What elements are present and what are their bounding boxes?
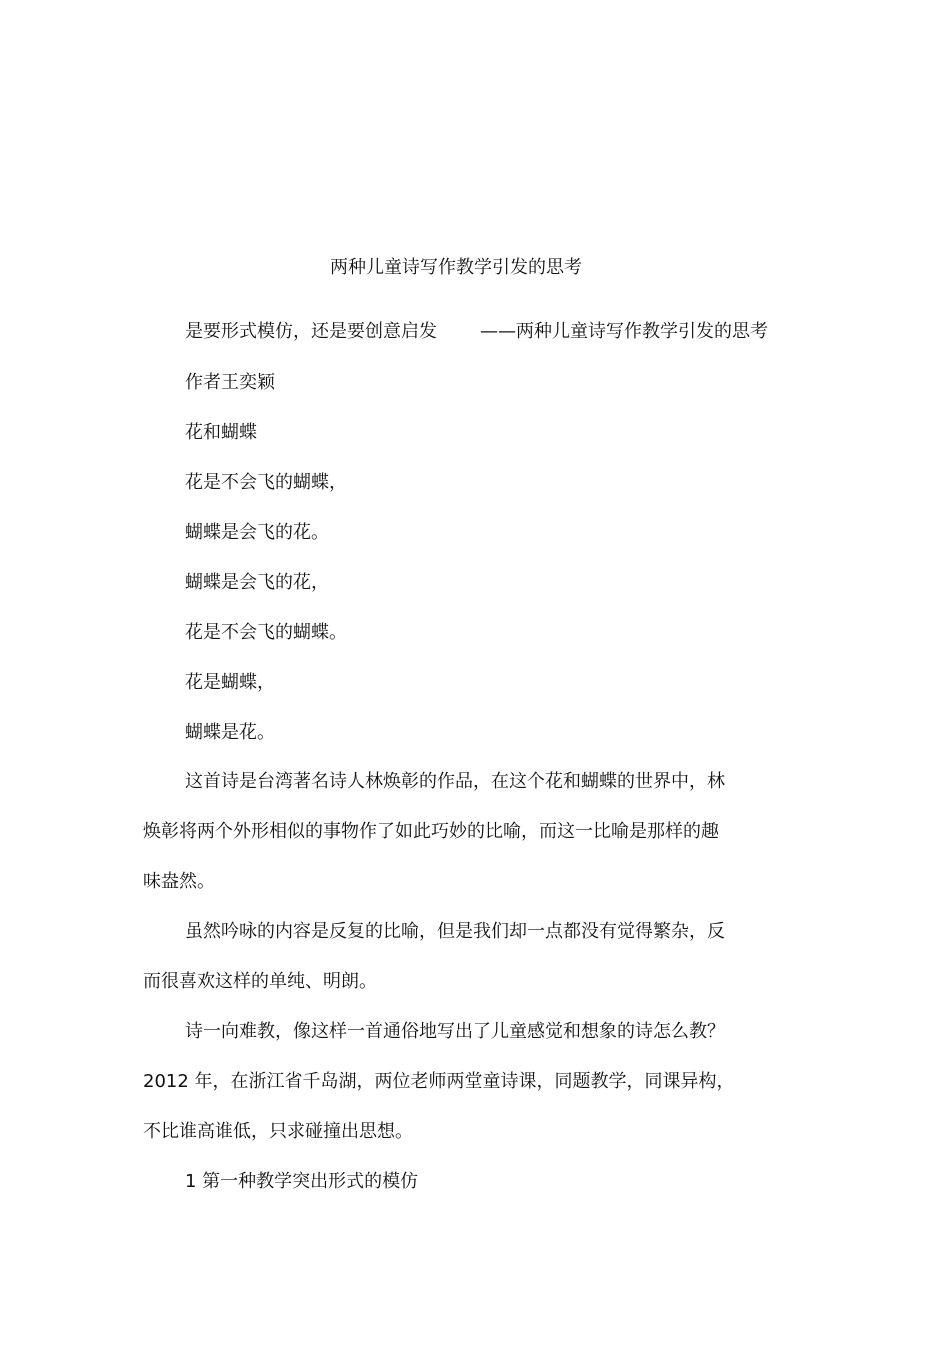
- poem-line: 花是蝴蝶，: [185, 672, 275, 693]
- paragraph-line: 2012 年，在浙江省千岛湖，两位老师两堂童诗课，同题教学，同课异构，: [143, 1071, 735, 1092]
- paragraph-line: 诗一向难教，像这样一首通俗地写出了儿童感觉和想象的诗怎么教？: [185, 1021, 725, 1042]
- poem-line: 花是不会飞的蝴蝶，: [185, 472, 347, 493]
- paragraph-line: 而很喜欢这样的单纯、明朗。: [143, 971, 377, 992]
- paragraph-line: 味盎然。: [143, 871, 215, 892]
- paragraph-line: 不比谁高谁低，只求碰撞出思想。: [143, 1121, 413, 1142]
- poem-title: 花和蝴蝶: [185, 422, 257, 443]
- poem-line: 蝴蝶是花。: [185, 722, 275, 743]
- paragraph-line: 这首诗是台湾著名诗人林焕彰的作品，在这个花和蝴蝶的世界中，林: [185, 771, 725, 792]
- page-title: 两种儿童诗写作教学引发的思考: [330, 257, 582, 278]
- paragraph-line: 焕彰将两个外形相似的事物作了如此巧妙的比喻，而这一比喻是那样的趣: [143, 821, 719, 842]
- paragraph-line: 虽然吟咏的内容是反复的比喻，但是我们却一点都没有觉得繁杂，反: [185, 921, 725, 942]
- poem-line: 花是不会飞的蝴蝶。: [185, 622, 347, 643]
- poem-line: 蝴蝶是会飞的花，: [185, 572, 329, 593]
- subtitle-right: ——两种儿童诗写作教学引发的思考: [480, 321, 768, 342]
- section-heading: 1 第一种教学突出形式的模仿: [185, 1171, 419, 1192]
- subtitle-left: 是要形式模仿，还是要创意启发: [185, 321, 437, 342]
- author-line: 作者王奕颖: [185, 372, 275, 393]
- poem-line: 蝴蝶是会飞的花。: [185, 522, 329, 543]
